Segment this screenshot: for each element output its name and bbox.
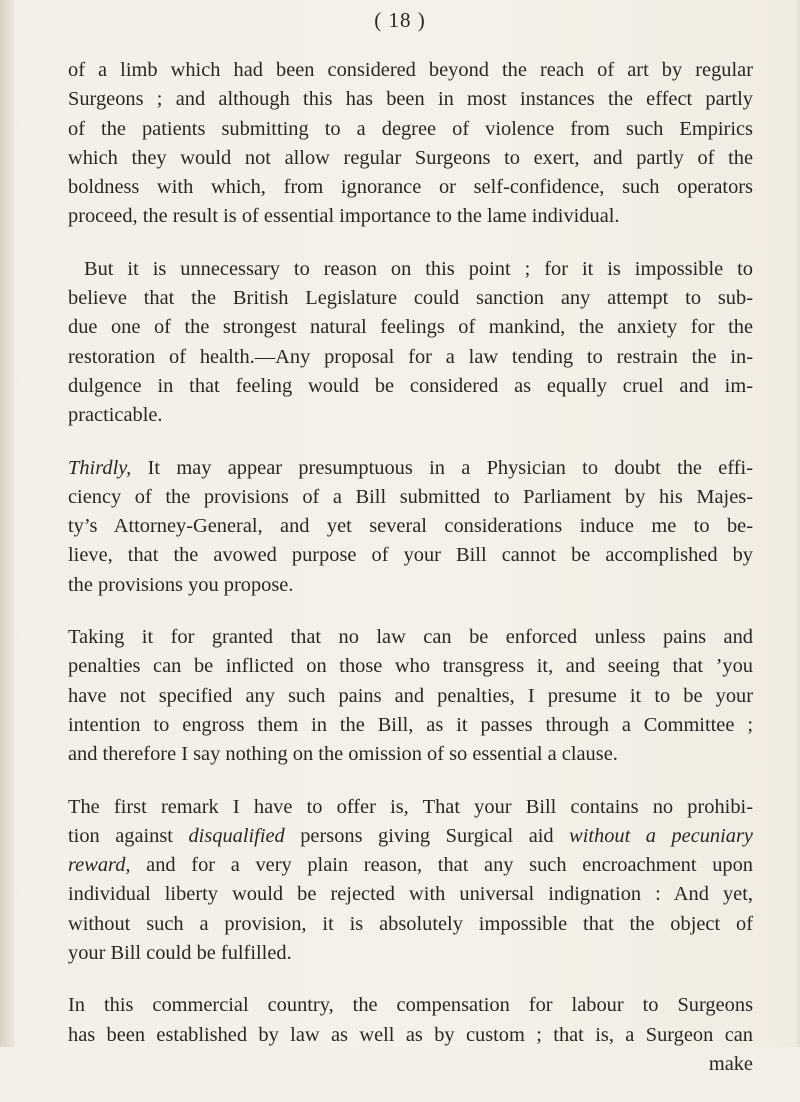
text-line: The first remark I have to offer is, That your Bill contains no prohibi-: [68, 795, 753, 818]
page-edge-shadow: [794, 0, 800, 1047]
paragraph-5: [68, 793, 753, 969]
text-line: due one of the strongest natural feelings of mankind, the anxiety for the: [68, 316, 753, 339]
text-line: ty’s Attorney-General, and yet several considerations induce me to be-: [68, 515, 753, 538]
italic-word: Thirdly,: [68, 456, 132, 479]
text-fragment: It may appear presumptuous in a Physician to doubt the effi-: [131, 456, 753, 479]
paragraph-1: [68, 56, 753, 232]
text-line: ciency of the provisions of a Bill submitted to Parliament by his Majes-: [68, 485, 753, 508]
text-line: proceed, the result is of essential importance to the lame individual.: [68, 205, 620, 228]
paragraph-3: [68, 454, 753, 600]
text-line: [68, 822, 753, 851]
text-line: boldness with which, from ignorance or self-confidence, such operators: [68, 176, 753, 199]
text-line: In this commercial country, the compensation for labour to Surgeons: [68, 994, 753, 1017]
text-line: have not specified any such pains and penalties, I presume it to be your: [68, 684, 753, 707]
text-line: and therefore I say nothing on the omission of so essential a clause.: [68, 743, 618, 766]
page-number: ( 18 ): [374, 8, 426, 32]
text-line: lieve, that the avowed purpose of your Bill cannot be accomplished by: [68, 544, 753, 567]
text-line: dulgence in that feeling would be considered as equally cruel and im-: [68, 374, 753, 397]
italic-word: disqualified: [188, 824, 285, 847]
text-line: restoration of health.—Any proposal for a law tending to restrain the in-: [68, 345, 753, 368]
paragraph-2: [68, 255, 753, 431]
italic-phrase: without a pecuniary: [569, 824, 753, 847]
paragraph-4: [68, 623, 753, 769]
text-line: penalties can be inflicted on those who transgress it, and seeing that ’you: [68, 655, 753, 678]
italic-word: reward,: [68, 854, 131, 877]
text-line: which they would not allow regular Surgeons to exert, and partly of the: [68, 146, 753, 169]
text-line: of a limb which had been considered beyond the reach of art by regular: [68, 59, 753, 81]
text-line: Taking it for granted that no law can be enforced unless pains and: [68, 626, 753, 649]
text-line: believe that the British Legislature could sanction any attempt to sub-: [68, 287, 753, 310]
text-line: But it is unnecessary to reason on this point ; for it is impossible to: [84, 257, 753, 280]
body-text: [68, 56, 753, 1102]
text-fragment: persons giving Surgical aid: [284, 824, 570, 847]
text-line: Surgeons ; and although this has been in most instances the effect partly: [68, 88, 753, 111]
text-line: [68, 454, 753, 483]
paragraph-6: [68, 991, 753, 1079]
page-spine-shadow: [0, 0, 14, 1047]
text-line: without such a provision, it is absolutely impossible that the object of: [68, 912, 753, 935]
text-line: individual liberty would be rejected with universal indignation : And yet,: [68, 883, 753, 906]
text-line: practicable.: [68, 404, 163, 427]
text-line: the provisions you propose.: [68, 573, 294, 596]
text-line: [68, 851, 753, 880]
text-line: has been established by law as well as by custom ; that is, a Surgeon can: [68, 1023, 753, 1046]
text-line: intention to engross them in the Bill, as it passes through a Committee ;: [68, 713, 753, 736]
text-fragment: and for a very plain reason, that any such encroachment upon: [130, 854, 753, 877]
catchword: make: [708, 1052, 753, 1075]
text-fragment: tion against: [68, 824, 189, 847]
text-line: your Bill could be fulfilled.: [68, 942, 292, 965]
text-line: of the patients submitting to a degree of violence from such Empirics: [68, 117, 753, 140]
